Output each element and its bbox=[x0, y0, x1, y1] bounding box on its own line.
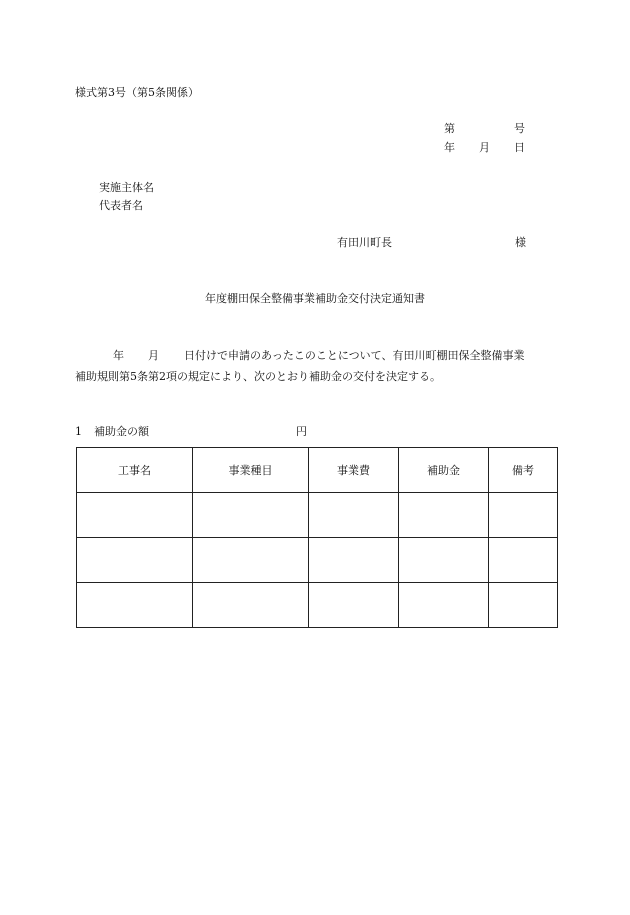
table-cell bbox=[77, 493, 193, 538]
date-year: 年 bbox=[444, 141, 455, 154]
date-month: 月 bbox=[479, 141, 490, 154]
header-project-type: 事業種目 bbox=[193, 448, 309, 493]
recipient-representative: 代表者名 bbox=[99, 199, 143, 212]
table-cell bbox=[193, 493, 309, 538]
amount-label bbox=[75, 425, 149, 439]
table-cell bbox=[309, 538, 399, 583]
table-cell bbox=[399, 538, 489, 583]
table-header-row bbox=[77, 448, 558, 493]
body-month: 月 bbox=[148, 349, 159, 362]
body-line1: 日付けで申請のあったこのことについて、有田川町棚田保全整備事業 bbox=[184, 349, 525, 362]
body-year: 年 bbox=[113, 349, 124, 362]
date-day: 日 bbox=[514, 141, 525, 154]
table-row bbox=[77, 493, 558, 538]
form-number: 様式第3号（第5条関係） bbox=[75, 86, 199, 99]
header-project-name: 工事名 bbox=[77, 448, 193, 493]
issuer-name: 有田川町長 bbox=[337, 236, 392, 249]
header-remarks: 備考 bbox=[489, 448, 558, 493]
table-cell bbox=[193, 583, 309, 628]
grant-table bbox=[76, 447, 558, 628]
table-cell bbox=[489, 493, 558, 538]
table-cell bbox=[489, 583, 558, 628]
table-cell bbox=[193, 538, 309, 583]
table-cell bbox=[399, 583, 489, 628]
amount-unit: 円 bbox=[296, 425, 307, 438]
doc-number-suffix: 号 bbox=[514, 122, 525, 135]
table-cell bbox=[309, 583, 399, 628]
header-project-cost: 事業費 bbox=[309, 448, 399, 493]
issuer-honorific: 様 bbox=[515, 236, 526, 249]
body-line2: 補助規則第5条第2項の規定により、次のとおり補助金の交付を決定する。 bbox=[75, 370, 441, 383]
table-cell bbox=[489, 538, 558, 583]
table-cell bbox=[77, 583, 193, 628]
table-row bbox=[77, 538, 558, 583]
document-title: 年度棚田保全整備事業補助金交付決定通知書 bbox=[205, 292, 425, 305]
doc-number-prefix: 第 bbox=[444, 122, 455, 135]
amount-label-text: 補助金の額 bbox=[94, 425, 149, 438]
header-subsidy: 補助金 bbox=[399, 448, 489, 493]
table-cell bbox=[77, 538, 193, 583]
recipient-entity: 実施主体名 bbox=[99, 181, 154, 194]
table-row bbox=[77, 583, 558, 628]
amount-number: 1 bbox=[75, 425, 82, 438]
table-cell bbox=[309, 493, 399, 538]
table-cell bbox=[399, 493, 489, 538]
